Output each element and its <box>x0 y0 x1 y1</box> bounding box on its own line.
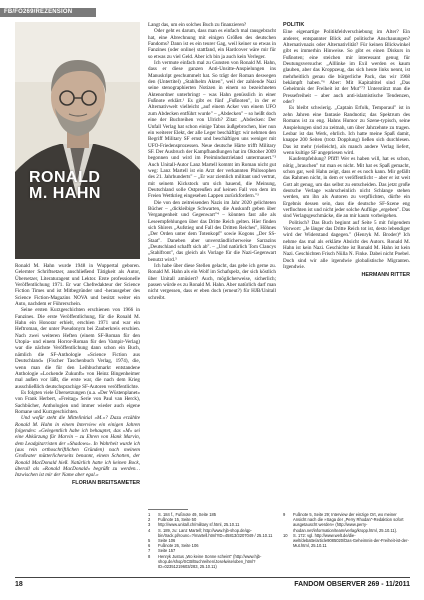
footnote-rule <box>148 509 188 510</box>
author-byline: FLORIAN BREITSAMETER <box>72 479 140 486</box>
section-heading: POLITIK <box>283 22 305 28</box>
footer-rule <box>15 577 410 578</box>
footnote: 7 Seite 157 <box>148 548 176 554</box>
photo-caption-line1: RONALD <box>29 169 101 186</box>
footnote: 5 Seite 106 <box>148 538 176 544</box>
review-paragraph: Es bleibt schwierig. „Captain Erfolk, Temporaul" ist in zehn Jahren eine fantasie Randnotiz; das Spektrum des Romans ist zu eng. Hahns Humor zu Szene-typisch, seine Anspielungen sind zu zeitnah, um über Jahrzehnte zu tragen. Lesbar ist das Werk, ehrlich. Ich hatte meine Spaß damit, knappe 200 Seiten (trotz Dopplung) ließen sich durchlesen. Das ist mehr (vielleicht), als manch andere Verlag liefert, wenn kultige SF angepriesen wird. <box>283 105 410 156</box>
footnote: 1 S. 184 f., Fußnote 49, Seite 185 <box>148 512 217 517</box>
page-number: 18 <box>15 581 23 588</box>
column-2-review <box>148 22 276 301</box>
photo-caption-line2: M. HAHN <box>29 185 101 202</box>
review-paragraph: Ich vermute einfach mal zu Gunsten von Ronald M. Hahn, dass er diese ganzen Anti-Unsitte-Anspielungen ins Manuskript geschummelt hat. So trägt der Roman deswegen den (Untertitel) „Stahlhelm Akten", weil der zahlende Nazi seine stenographierten Notizen in einem so bezeichneten Aktenordner unterbringt – was Hahn genüsslich in einer Fußnote erklärt.¹ Es gibt es fünf „Fußnoten", in der er Alternativwelt vielleicht „auf einem Acker von einem UFO zum Abdecken entführt wurde" – „Abdecken" – so heißt doch eine der Buchreihen von Ulrich? Zitat: „Abdecken: Der Unfall Verlag hat schon einige Tabus äußgebrochen, hier nun ein weiterer Elekt, der alle Leger beschäftigt: wir nehmen den Begriff Military SF ernst und beschäftigen uns weniger mit UFO-Friedensprozessen. Neue deutsche Härte trifft Military SF. Der Ausbruch der Kampfhandlungen hat im Oktober 2009 begonnen und wird im Preimindustrieland untermauert."² Auch Unitall-Autor Lanz Martell kommt im Roman nicht gut weg: Lanz Martell ist ein Arzt der verkannten Philosophen des 21. Jahrhunderts" – „Er war ziemlich militant und vertrat, mit seinem Kickstock um sich hauend, die Meinung, Deutschland solle Ostpreußen auf keinen Fall von dem im Freien Wettkrieg eingesehen Lappen zurückfordern."³ <box>148 60 276 200</box>
footnote: 10 S. 172: vgl. http://www.welt.de/die-welt/debatte/article9085020/Das-Geheimnis-der-Freiheit-ist-der-Mut.html, 25.10.11 <box>283 532 409 549</box>
review-paragraph: Eine eigenartige Politikfeldverschiebung im Alter? Ein anderer, entspannter Blick auf politische Anschauungen? Alternativnazis oder Alternativlität? Für keinen Blickwinkel gibt es immerhin Hinweise. So gibt es einen Diskurs in Fußnoten; eine steichen mir interessant genug für Deutungsversuche: „Alllinke im Exil werden es kaum glauben, aber das Kroppzeug, das sich heute links nennt, ist mehrheitlich genau die bürgerliche Pack, das wir 1968 bekämpft haben."⁶ Aber: Mit Kapitaltitel sind „Das Geheimnis der Freiheit ist der Mut"⁷? Unterstützt man die Pressefreiheit – aber auch anti-islamistische Tendenzen, oder? <box>283 29 410 106</box>
section-tag: FB/FO269/REZENSION <box>0 8 96 17</box>
bio-paragraph: Und wofür steht die Mittelinitial »M.«? Dazu erzählte Ronald M. Hahn in einem Interview ein einigen Jahren folgendes: »Gelegentlich habe ich behauptet, das »M« sei eine Abkürzung für Marvin – zu Ehren von Hank Marvin, dem Leadgitarristen der »Shadows«. In Wahrheit wurde ich (aus rein orthoschriftlichen Gründen) nach meinem Großvater mütterlicherseits benannt, einem Schotten, der Ronald MacDonald hieß. Natürlich hatte ich keinen Bock, überall als »Ronald MacDonald« begrüßt zu werden… Inzwischen ist mir der Name aber egal.« <box>15 415 140 479</box>
author-photo <box>15 22 140 259</box>
footnotes-right <box>283 512 410 548</box>
footnotes-left <box>148 512 276 569</box>
review-paragraph: Langt das, um ein solches Buch zu finanzieren? <box>148 22 247 28</box>
footnote: 6 Fußnote 26, Seite 106 <box>148 543 199 549</box>
review-paragraph: Oder geht es darum, dass man es einfach mal rausgebracht hat, eine Abrechnung mit einigen Größen des deutschen Fandoms? Dann ist es ein teurer Gag, weil keiner so etwas in Fanzines (oder online) stattfand, ein Hardcover wäre mir für so etwas zu viel Geld. Aber ich bin ja auch kein Verleger. <box>148 28 276 60</box>
footnote: 4 S. 189, zu: Lanz Martell; http://www.hjb-shop.de/qp-bin/track.pl/rounc=?/martell.html?ID=45813/3207049 / 25.10.11 <box>148 527 273 538</box>
author-byline: HERMANN RITTER <box>361 272 410 279</box>
review-paragraph: Ich habe über diese Stellen gelacht, das gebe ich gerne zu. Ronald M. Hahn als ein Wolf im Schafspelz, der sich köstlich über Unitall amüsiert? Auch, möglicherweise, sicherlich; passen würde es zu Ronald M. Hahn. Aber natürlich darf man nicht vergessen, dass er eben doch (erneut?) für HJB/Unitall schreibt. <box>148 263 276 301</box>
portrait-illustration <box>15 22 140 259</box>
footnote: 2 Fußnote 15, Seite 50 <box>148 517 197 523</box>
column-1-bio <box>15 263 140 486</box>
footnote: 3 http://www.unitall.ch/military sf.html, 25.10.11 <box>148 522 240 528</box>
footnote: 9 Fußnote 5, Seite 29; Interview der einzige Ort, wo meiner Ansicht nach die »Saga der „Perry Rhodan"-Redaktion sofort ausgetauscht werden« (http://www.perry-rhodan.net/information/team/verlag/kropp.html, 25.10.11). <box>283 512 404 533</box>
column-3-review <box>283 22 410 279</box>
footnote: 8 Henryk Justus „Wo keine Sonne scheint" (http://www.hjb-shop.de/shop/SCB/Buchreihen/Joselwise/oben_html?ID=02351219603/283, 25.10.11) <box>148 553 262 570</box>
bio-paragraph: Ronald M. Hahn wurde 1948 in Wuppertal geboren. Gelernter Schriftsetzer, anschließend Tätigkeit als Autor, Übersetzer, Literaturagent und Lektor. Erste professionelle Veröffentlichung 1971. Er war Chefredakteur der Science Fiction Times und ist Mitbegründer und -herausgeber des Science Fiction-Magazins NOVA und besitzt weiter ein Auto, nachdem er Führerschein. <box>15 263 140 308</box>
bio-paragraph: Es folgten viele Übersetzungen (u.a. »Der Wüstenplanet« von Frank Herbert, »Freitag« Serie von Paul van Herck), Sachbücher, Anthologien und immer wieder auch eigene Romane und Kurzgeschichten. <box>15 389 140 415</box>
bio-paragraph: Seine ersten Kurzgeschichten erschienen von 1966 in Fanzines. Die erste Veröffentlichung, für die Ronald M. Hahn ein Honorar erhielt, erschien 1971 und war ein Heftroman, der unter Pseudonym bei Zauberkreis erschien. Nach zwei weiteren Heften (einem SF-Roman für den Utopia- und einem Horror-Roman für den Vampir-Verlag) war die nächste Veröffentlichung dann schon ein Buch, nämlich die SF-Anthologie »Science Fiction aus Deutschland« (Fischer Taschenbuch Verlag, 1974), die, wenn man die für den Leihbuchmarkt entstandene Anthologie »Lockende Zukunft« von Heinz Bingenheimer mal außen vor läßt, die erste war, die nach dem Krieg ausschließlich deutschsprachige SF-Autoren veröffentlichte. <box>15 307 140 390</box>
review-paragraph: Politisch? Das Buch beginnt auf Seite 5 mit folgendem Vorwort: „Je länger das Dritte Reich tot ist, desto lebendiger wird der Widerstand dagegen." (Henryk M. Broder)⁸ Ich nehme das mal als erklärte Absicht des Autors. Ronald M. Hahn ist kein Nazi. Geschichte ist Ronald M. Hahn ist kein Nazi. Geschichten Frisch Nülla N. Finke. Dabei nicht Poebel. Doch sind wir alle irgendwie globalistische Migranten. Irgendwie. <box>283 219 410 271</box>
review-paragraph: Kaufempfehlung? Pfiff! Wer es haben will, hat es schon, nötig „brauchen" tut man es nicht. Mit hat es Spaß gemacht, schon gar, weil Hahn zeigt, dass er es noch kann. Mir gefällt das Rahmen nicht, in dem er veröffentlicht – aber er ist weit Gott alt genug, um das selbst zu entscheiden. Das jetzt große deutsche Verlage wahrscheinlich nicht Schlange stehen werden, um ihn als Autoren zu verpflichten, dürfte ein Ergebnis dessen sein, dass die deutsche SF-Szene eng verflochten ist und nicht jeder solche Auflüge „ergeben". Das sind Verlagsgeschmäcke, die an mir kaum vorbeigehen. <box>283 156 410 220</box>
magazine-title: FANDOM OBSERVER 269 - 11/2011 <box>294 581 410 588</box>
photo-caption <box>29 170 140 202</box>
review-paragraph: Die von den zeitreisenden Nazis im Jahr 2020 gelichteten Bücher – „dickleibige Schwarten, die Auskunft geben über Vergangenheit und Gegenwart"⁴ – könnten fast alle als Leseempfehlungen über das Dritte Reich gelten. Hier finden sich Shirers „Aufstieg und Fall des Dritten Reiches", Höhnes „Der Orden unter dem Totenkopf" sowie Kogons „Der SS-Staat". Daneben aber unverständlicherweise Sarrazins „Deutschland schafft sich ab". – „Und natürlich Tom Clancys „Stahlfront", das gleich als Vorlage für die Nazi-Gegenwart benutzt wird.⁵ <box>148 199 276 263</box>
